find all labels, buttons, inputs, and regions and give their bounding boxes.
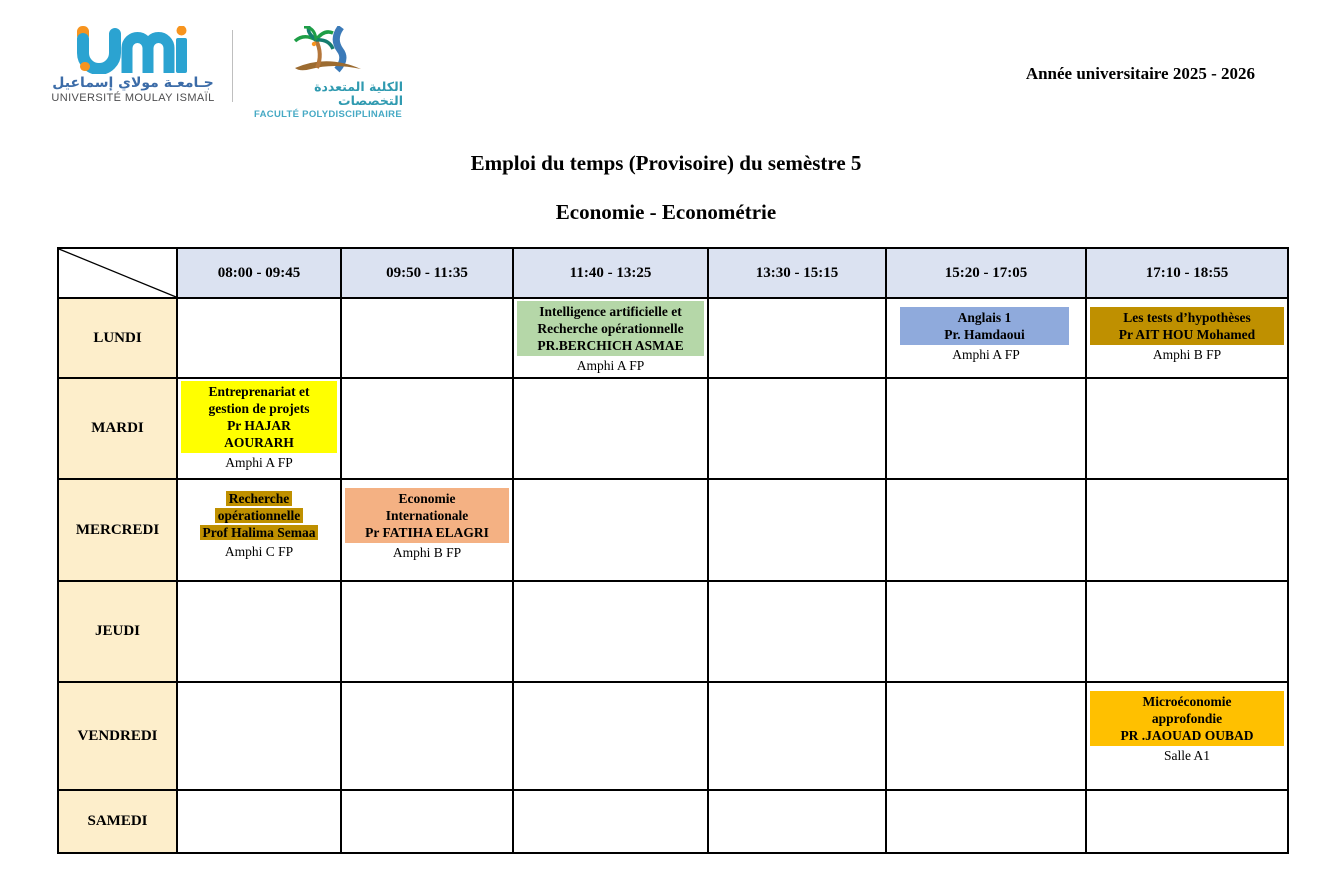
academic-year-label: Année universitaire 2025 - 2026 [1025,64,1255,83]
time-header-row [58,248,1288,298]
course-line: Recherche [181,490,337,507]
course-block [517,301,704,356]
empty-cell [708,479,886,581]
empty-cell [341,378,513,479]
umi-logo-icon [74,26,192,74]
course-cell [341,479,513,581]
course-room: Amphi B FP [392,545,462,560]
course-room: Amphi B FP [1152,347,1222,362]
empty-cell [177,790,341,853]
day-cell-lundi: LUNDI [58,298,177,378]
course-cell [1086,682,1288,790]
page-subtitle: Economie - Econométrie [555,200,777,224]
empty-cell [513,378,708,479]
empty-cell [708,581,886,682]
empty-cell [1086,378,1288,479]
time-slot-header: 11:40 - 13:25 [513,248,708,298]
empty-cell [1086,479,1288,581]
empty-cell [513,790,708,853]
empty-cell [513,479,708,581]
umi-arabic-name: جـامعـة مولاي إسماعيل [52,75,214,91]
empty-cell [708,790,886,853]
day-cell-vendredi: VENDREDI [58,682,177,790]
corner-cell [58,248,177,298]
course-room: Amphi A FP [952,347,1020,362]
empty-cell [886,682,1086,790]
course-line: AOURARH [224,435,294,450]
course-line: approfondie [1151,711,1223,726]
timetable [57,247,1289,854]
day-cell-mercredi: MERCREDI [58,479,177,581]
empty-cell [177,298,341,378]
umi-latin-name: UNIVERSITÉ MOULAY ISMAÏL [51,92,215,105]
course-block [1090,691,1284,746]
header-branding [52,26,403,120]
course-room: Amphi A FP [576,358,645,373]
empty-cell [341,581,513,682]
course-line: Pr HAJAR [227,418,291,433]
empty-cell [513,682,708,790]
time-slot-header: 17:10 - 18:55 [1086,248,1288,298]
table-row-vendredi [58,682,1288,790]
empty-cell [1086,581,1288,682]
empty-cell [886,378,1086,479]
course-block [181,489,337,542]
empty-cell [513,581,708,682]
course-room: Amphi C FP [224,544,294,559]
table-row-mercredi [58,479,1288,581]
course-cell [886,298,1086,378]
empty-cell [177,581,341,682]
course-block [345,488,509,543]
empty-cell [708,378,886,479]
course-line: Intelligence artificielle et [539,304,682,319]
course-line: PR .JAOUAD OUBAD [1120,728,1254,743]
day-cell-samedi: SAMEDI [58,790,177,853]
empty-cell [708,682,886,790]
course-block [181,381,337,453]
logo-divider [232,30,233,102]
fp-logo [253,26,403,120]
empty-cell [886,790,1086,853]
course-line: Microéconomie [1142,694,1232,709]
course-line: Pr. Hamdaoui [944,327,1025,342]
course-block [1090,307,1284,345]
table-row-lundi [58,298,1288,378]
time-slot-header: 08:00 - 09:45 [177,248,341,298]
day-cell-mardi: MARDI [58,378,177,479]
time-slot-header: 13:30 - 15:15 [708,248,886,298]
empty-cell [341,682,513,790]
empty-cell [1086,790,1288,853]
course-room: Amphi A FP [225,455,293,470]
diagonal-line [59,249,176,297]
table-row-mardi [58,378,1288,479]
course-line: Economie [398,491,456,506]
empty-cell [341,298,513,378]
empty-cell [177,682,341,790]
time-slot-header: 15:20 - 17:05 [886,248,1086,298]
empty-cell [886,581,1086,682]
course-line: Prof Halima Semaa [181,524,337,541]
course-line: gestion de projets [208,401,310,416]
course-cell [1086,298,1288,378]
course-cell [177,479,341,581]
empty-cell [708,298,886,378]
page-title: Emploi du temps (Provisoire) du semèstre 5 [470,151,862,175]
umi-logo [52,26,214,104]
course-cell [177,378,341,479]
course-line: Internationale [385,508,469,523]
course-line: PR.BERCHICH ASMAE [537,338,684,353]
palm-tree-icon [289,26,367,80]
fp-arabic-name: الكلية المتعددة التخصصات [314,79,403,108]
course-line: Entreprenariat et [208,384,310,399]
course-block [900,307,1069,345]
empty-cell [886,479,1086,581]
course-line: Pr AIT HOU Mohamed [1118,327,1256,342]
day-cell-jeudi: JEUDI [58,581,177,682]
fp-latin-name: FACULTÉ POLYDISCIPLINAIRE [254,108,402,120]
course-line: opérationnelle [181,507,337,524]
course-line: Recherche opérationnelle [537,321,684,336]
course-line: Pr FATIHA ELAGRI [365,525,489,540]
course-line: Anglais 1 [957,310,1012,325]
table-row-samedi [58,790,1288,853]
time-slot-header: 09:50 - 11:35 [341,248,513,298]
course-room: Salle A1 [1163,748,1211,763]
course-cell [513,298,708,378]
empty-cell [341,790,513,853]
table-row-jeudi [58,581,1288,682]
course-line: Les tests d’hypothèses [1123,310,1251,325]
